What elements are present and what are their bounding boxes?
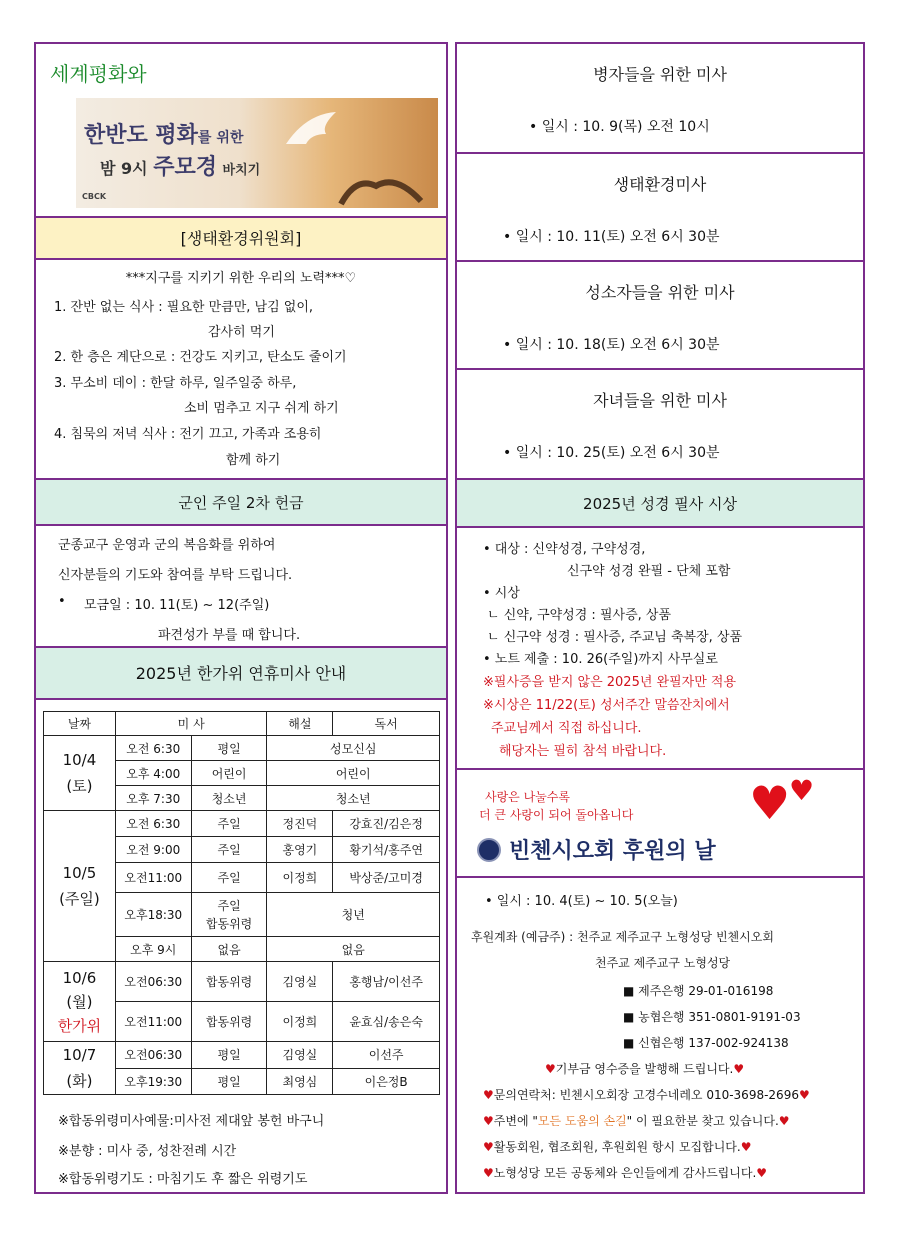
eco-item: 2. 한 층은 계단으로 : 건강도 지키고, 탄소도 줄이기 bbox=[54, 350, 347, 365]
holiday-note: ※합동위령기도 : 마침기도 후 짧은 위령기도 bbox=[58, 1172, 308, 1187]
bible-line: ㄴ 신약, 구약성경 : 필사증, 상품 bbox=[487, 608, 672, 623]
bible-line: • 대상 : 신약성경, 구약성경, bbox=[483, 542, 646, 557]
vincent-title: 빈첸시오회 후원의 날 bbox=[509, 839, 716, 864]
vincent-contact: ♥문의연락처: 빈첸시오회장 고경수네레오 010-3698-2696♥ bbox=[483, 1088, 810, 1102]
eco-section bbox=[36, 258, 446, 478]
holiday-note: ※합동위령미사예물:미사전 제대앞 봉헌 바구니 bbox=[58, 1114, 325, 1129]
mass-title: 병자들을 위한 미사 bbox=[593, 65, 727, 84]
banner-text-2: 를 위한 bbox=[197, 130, 244, 146]
column-header: 날짜 bbox=[44, 712, 116, 736]
peace-title: 세계평화와 bbox=[50, 62, 147, 86]
time-cell: 오전11:00 bbox=[115, 1002, 191, 1042]
bank-account: ■ 제주은행 29-01-016198 bbox=[623, 984, 774, 998]
mass-children bbox=[457, 368, 863, 478]
eco-item: 소비 멈추고 지구 쉬게 하기 bbox=[184, 401, 339, 416]
commentator-cell: 홍영기 bbox=[267, 837, 333, 863]
date-cell: 10/5 (주일) bbox=[44, 811, 116, 962]
vincent-members: ♥활동회원, 협조회원, 후원회원 항시 모집합니다.♥ bbox=[483, 1140, 752, 1154]
reader-cell: 이은정B bbox=[333, 1068, 440, 1095]
date-cell: 10/4 (토) bbox=[44, 736, 116, 811]
banner-text-1: 한반도 평화 bbox=[84, 123, 198, 148]
time-cell: 오전 6:30 bbox=[115, 811, 191, 837]
time-cell: 오전06:30 bbox=[115, 1042, 191, 1069]
time-cell: 오전 9:00 bbox=[115, 837, 191, 863]
vincent-slogan: 사랑은 나눌수록 bbox=[485, 790, 570, 804]
table-row bbox=[44, 1042, 440, 1069]
peace-section bbox=[36, 44, 446, 216]
banner-text-5: 바치기 bbox=[222, 163, 261, 178]
heart-icon: ♥ bbox=[483, 1114, 494, 1128]
vincent-account: 후원계좌 (예금주) : 천주교 제주교구 노형성당 빈첸시오회 bbox=[471, 930, 774, 944]
left-column bbox=[34, 42, 448, 1194]
eco-header bbox=[36, 216, 446, 258]
commentator-cell: 정진덕 bbox=[267, 811, 333, 837]
vincent-help: ♥주변에 "모든 도움의 손길" 이 필요한분 찾고 있습니다.♥ bbox=[483, 1114, 790, 1128]
commentator-cell: 김영실 bbox=[267, 962, 333, 1002]
time-cell: 오전 6:30 bbox=[115, 736, 191, 761]
vincent-receipt: ♥기부금 영수증을 발행해 드립니다.♥ bbox=[545, 1062, 745, 1076]
vincent-section bbox=[457, 876, 863, 1194]
military-line: 모금일 : 10. 11(토) ~ 12(주일) bbox=[84, 598, 270, 613]
eco-item: 감사히 먹기 bbox=[208, 325, 275, 340]
bible-section bbox=[457, 526, 863, 768]
heart-icon: ♥ bbox=[483, 1140, 494, 1154]
column-header: 해설 bbox=[267, 712, 333, 736]
commentator-cell: 이정희 bbox=[267, 863, 333, 893]
eco-subtitle: ***지구를 지키기 위한 우리의 노력***♡ bbox=[125, 271, 357, 286]
bible-line: 신구약 성경 완필 - 단체 포함 bbox=[567, 564, 731, 579]
banner-text-3: 밤 9시 bbox=[100, 159, 148, 178]
bible-notice: 해당자는 필히 참석 바랍니다. bbox=[499, 744, 667, 759]
time-cell: 오후19:30 bbox=[115, 1068, 191, 1095]
mass-date: • 일시 : 10. 25(토) 오전 6시 30분 bbox=[503, 445, 720, 461]
date-cell: 10/7 (화) bbox=[44, 1042, 116, 1095]
heart-icon: ♥ bbox=[483, 1088, 494, 1102]
bible-notice: 주교님께서 직접 하십니다. bbox=[491, 721, 642, 736]
bible-line: • 시상 bbox=[483, 586, 520, 601]
heart-icon: ♥ bbox=[789, 774, 815, 807]
commentator-cell: 최영심 bbox=[267, 1068, 333, 1095]
heart-icon: ♥ bbox=[749, 776, 791, 830]
type-cell: 주일 bbox=[191, 837, 267, 863]
vincent-slogan: 더 큰 사랑이 되어 돌아옵니다 bbox=[479, 808, 634, 822]
mass-title: 자녀들을 위한 미사 bbox=[593, 391, 727, 410]
holiday-header bbox=[36, 646, 446, 698]
military-header-text: 군인 주일 2차 헌금 bbox=[178, 494, 304, 512]
type-cell: 주일 bbox=[191, 863, 267, 893]
heart-icon: ♥ bbox=[778, 1114, 790, 1128]
military-line: 신자분들의 기도와 참여를 부탁 드립니다. bbox=[58, 568, 293, 583]
reader-cell: 윤효심/송은숙 bbox=[333, 1002, 440, 1042]
commentator-cell: 이정희 bbox=[267, 1002, 333, 1042]
bullet: • bbox=[58, 594, 66, 609]
time-cell: 오후 7:30 bbox=[115, 786, 191, 811]
type-cell: 평일 bbox=[191, 1042, 267, 1069]
vincent-thanks: ♥노형성당 모든 공동체와 은인들에게 감사드립니다.♥ bbox=[483, 1166, 768, 1180]
military-line: 파견성가 부를 때 합니다. bbox=[158, 628, 301, 643]
time-cell: 오후 4:00 bbox=[115, 761, 191, 786]
column-header: 미 사 bbox=[115, 712, 267, 736]
bank-account: ■ 농협은행 351-0801-9191-03 bbox=[623, 1010, 801, 1024]
table-row bbox=[44, 736, 440, 761]
mass-date: • 일시 : 10. 11(토) 오전 6시 30분 bbox=[503, 229, 720, 245]
type-cell: 평일 bbox=[191, 736, 267, 761]
reader-cell: 황기석/홍주연 bbox=[333, 837, 440, 863]
type-cell: 어린이 bbox=[191, 761, 267, 786]
eco-item: 함께 하기 bbox=[226, 453, 281, 468]
bible-line: ㄴ 신구약 성경 : 필사증, 주교님 축복장, 상품 bbox=[487, 630, 743, 645]
type-cell: 합동위령 bbox=[191, 1002, 267, 1042]
bible-notice: ※시상은 11/22(토) 성서주간 말씀잔치에서 bbox=[483, 698, 730, 713]
type-cell: 주일 합동위령 bbox=[191, 893, 267, 937]
military-section bbox=[36, 524, 446, 646]
type-cell: 주일 bbox=[191, 811, 267, 837]
table-row bbox=[44, 962, 440, 1002]
column-header: 독서 bbox=[333, 712, 440, 736]
dove-icon bbox=[276, 104, 356, 164]
date-cell: 10/6 (월) 한가위 bbox=[44, 962, 116, 1042]
bible-header-text: 2025년 성경 필사 시상 bbox=[583, 495, 737, 513]
vincent-account: 천주교 제주교구 노형성당 bbox=[595, 956, 731, 970]
type-cell: 청소년 bbox=[191, 786, 267, 811]
mass-eco bbox=[457, 152, 863, 260]
vincent-banner bbox=[457, 768, 863, 876]
commentator-cell: 김영실 bbox=[267, 1042, 333, 1069]
reader-cell: 없음 bbox=[267, 937, 440, 962]
prayer-banner bbox=[76, 98, 438, 208]
hands-icon bbox=[336, 156, 426, 206]
heart-icon: ♥ bbox=[798, 1088, 810, 1102]
reader-cell: 박상준/고미경 bbox=[333, 863, 440, 893]
bank-account: ■ 신협은행 137-002-924138 bbox=[623, 1036, 789, 1050]
heart-icon: ♥ bbox=[740, 1140, 752, 1154]
reader-cell: 홍행남/이선주 bbox=[333, 962, 440, 1002]
reader-cell: 청소년 bbox=[267, 786, 440, 811]
cbck-logo: CBCK bbox=[82, 192, 107, 201]
hangawi-label: 한가위 bbox=[57, 1016, 102, 1035]
military-line: 군종교구 운영과 군의 복음화를 위하여 bbox=[58, 538, 276, 553]
holiday-note: ※분향 : 미사 중, 성찬전례 시간 bbox=[58, 1144, 237, 1159]
right-column bbox=[455, 42, 865, 1194]
divider bbox=[36, 698, 446, 700]
table-header-row bbox=[44, 712, 440, 736]
eco-header-text: [생태환경위원회] bbox=[180, 229, 302, 248]
holiday-header-text: 2025년 한가위 연휴미사 안내 bbox=[135, 664, 347, 683]
time-cell: 오후 9시 bbox=[115, 937, 191, 962]
heart-icon: ♥ bbox=[756, 1166, 768, 1180]
eco-item: 3. 무소비 데이 : 한달 하루, 일주일중 하루, bbox=[54, 376, 297, 391]
vincent-logo-icon bbox=[477, 838, 501, 862]
type-cell: 합동위령 bbox=[191, 962, 267, 1002]
table-row bbox=[44, 811, 440, 837]
type-cell: 평일 bbox=[191, 1068, 267, 1095]
bible-header bbox=[457, 478, 863, 526]
eco-item: 1. 잔반 없는 식사 : 필요한 만큼만, 남김 없이, bbox=[54, 300, 314, 315]
heart-icon: ♥ bbox=[483, 1166, 494, 1180]
vincent-date: • 일시 : 10. 4(토) ~ 10. 5(오늘) bbox=[485, 894, 678, 909]
holiday-schedule-table bbox=[43, 711, 440, 1095]
reader-cell: 이선주 bbox=[333, 1042, 440, 1069]
time-cell: 오전11:00 bbox=[115, 863, 191, 893]
mass-date: • 일시 : 10. 9(목) 오전 10시 bbox=[529, 119, 710, 135]
time-cell: 오전06:30 bbox=[115, 962, 191, 1002]
bible-notice: ※필사증을 받지 않은 2025년 완필자만 적용 bbox=[483, 675, 737, 690]
mass-date: • 일시 : 10. 18(토) 오전 6시 30분 bbox=[503, 337, 720, 353]
mass-vocation bbox=[457, 260, 863, 368]
reader-cell: 강효진/김은정 bbox=[333, 811, 440, 837]
heart-icon: ♥ bbox=[545, 1062, 556, 1076]
reader-cell: 청년 bbox=[267, 893, 440, 937]
mass-title: 성소자들을 위한 미사 bbox=[585, 283, 735, 302]
eco-item: 4. 침묵의 저녁 식사 : 전기 끄고, 가족과 조용히 bbox=[54, 427, 322, 442]
time-cell: 오후18:30 bbox=[115, 893, 191, 937]
type-cell: 없음 bbox=[191, 937, 267, 962]
bible-line: • 노트 제출 : 10. 26(주일)까지 사무실로 bbox=[483, 652, 718, 667]
military-header bbox=[36, 478, 446, 524]
reader-cell: 어린이 bbox=[267, 761, 440, 786]
heart-icon: ♥ bbox=[733, 1062, 745, 1076]
mass-title: 생태환경미사 bbox=[613, 175, 707, 194]
mass-sick bbox=[457, 44, 863, 152]
banner-text-4: 주모경 bbox=[153, 155, 217, 180]
reader-cell: 성모신심 bbox=[267, 736, 440, 761]
